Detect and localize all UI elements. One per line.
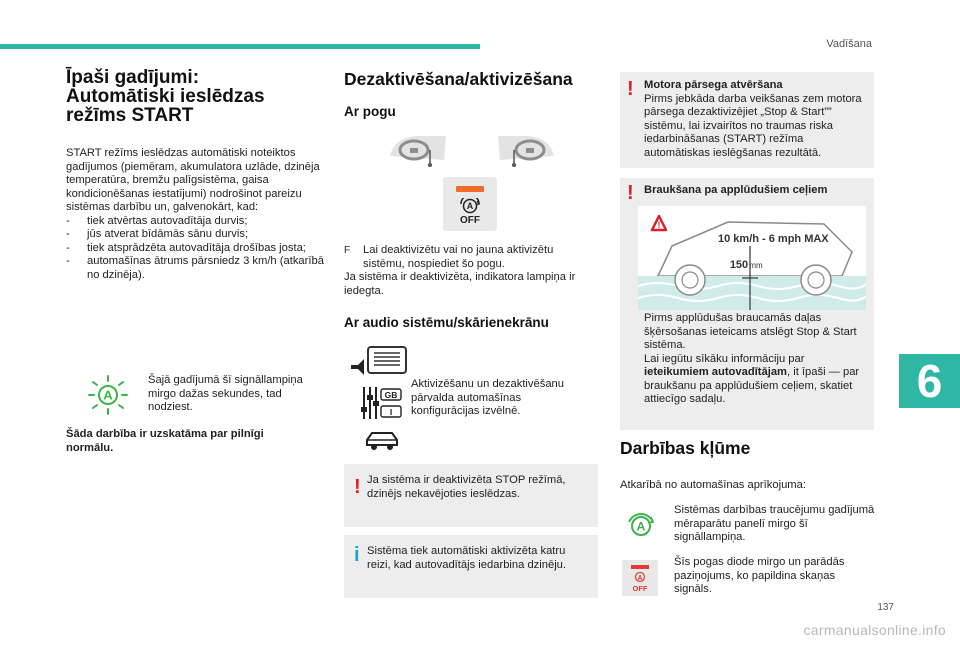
warning-icon: ! [354,476,361,498]
info-icon: i [354,544,360,566]
flooded-road-illustration [638,206,866,310]
car-config-icon [364,429,400,453]
fault-off-button-icon [622,560,658,596]
touchscreen-icon [350,345,410,377]
normal-behaviour-note: Šāda darbība ir uzskatāma par pilnīgi normālu. [66,428,264,454]
stop-mode-warning: ! Ja sistēma ir deaktivizēta STOP režīmā, dzinējs nekavējoties ieslēdzas. [344,464,598,527]
fault-button-text: Šīs pogas diode mirgo un parādās paziņojums, ko papildina skaņas signāls. [674,556,845,595]
svg-text:A: A [636,519,646,534]
flood-text: Pirms applūdušas braucamās daļas šķērsošanas ieteicams atslēgt Stop & Start sistēma. Lai iegūtu sīkāku informāciju par ieteikumiem autovadītājam, it īpaši — par braukšanu pa applūdušiem ceļiem, skatiet attiecīgo sadaļu. [644,312,860,405]
by-audio-heading: Ar audio sistēmu/skārienekrānu [344,315,549,330]
svg-text:A: A [103,387,113,403]
fault-off-label: OFF [632,584,648,593]
start-conditions [66,147,324,282]
indicator-note: Ja sistēma ir deaktivizēta, indikatora lampiņa ir iedegta. [344,271,576,297]
list-item: - automašīnas ātrums pārsniedz 3 km/h (atkarībā no dzinēja). [66,255,324,281]
svg-text:A: A [637,575,643,582]
orange-led-indicator [456,186,484,192]
svg-text:A: A [466,201,474,211]
list-item: - tiek atsprādzēta autovadītāja drošības josta; [66,241,306,254]
button-instructions: F Lai deaktivizētu vai no jauna aktivizētu sistēmu, nospiediet šo pogu. Ja sistēma ir deaktivizēta, indikatora lampiņa ir iedegta. [344,244,589,298]
auto-activation-info: i Sistēma tiek automātiski aktivizēta katru reizi, kad autovadītājs iedarbina dzinēju. [344,535,598,598]
flood-title: Braukšana pa applūdušiem ceļiem [644,184,828,196]
auto-start-a-icon [458,198,482,214]
watermark: carmanualsonline.info [803,622,946,638]
off-label: OFF [460,215,480,226]
chapter-tab: 6 [899,354,960,408]
i-label: I [389,407,393,417]
fault-lamp-text: Sistēmas darbības traucējumu gadījumā mēraparātu panelī mirgo šī signāllampiņa. [674,504,875,543]
deactivation-heading: Dezaktivēšana/aktivizēšana [344,69,573,89]
warning-icon: ! [627,78,634,100]
left-title [66,68,306,125]
start-intro-text: START režīms ieslēdzas automātiski noteiktos gadījumos (piemēram, akumulatora uzlāde, dzinēja temperatūra, bremžu palīgsistēma, gaisa kondicionēšanas iestatījumi) nodrošinot pareizu sistēmas darbību un, galvenokārt, kad: [66,147,320,213]
left-title-line-1: Īpaši gadījumi: [66,67,200,88]
warning-icon: ! [627,182,634,204]
audio-description: Aktivizēšanu un dezaktivēšanu pārvalda automašīnas konfigurācijas izvēlnē. [411,378,564,417]
flooded-roads-warning [620,178,874,430]
fault-lamp-icon [626,512,656,540]
stop-start-off-button[interactable] [443,177,497,231]
depth-unit: mm [749,261,763,270]
bonnet-text: Pirms jebkāda darba veikšanas zem motora pārsega dezaktivizējiet „Stop & Start”” sistēmu, lai izvairītos no traumas riska iedarbināšanas (START) režīma automātiskas ieslēgšanas rezultātā. [644,92,862,159]
list-item: - tiek atvērtas autovadītāja durvis; [66,214,248,227]
auto-start-lamp-icon [86,372,130,416]
arrow-icon: F [344,245,351,256]
list-item: - jūs atverat bīdāmās sānu durvis; [66,228,249,240]
dashboard-illustration [386,130,558,170]
left-title-line-2: Automātiski ieslēdzas [66,86,265,107]
header-accent-bar [0,44,480,49]
section-label: Vadīšana [826,38,872,50]
bonnet-warning [620,72,874,168]
gb-label: GB [384,390,398,400]
fault-heading: Darbības kļūme [620,438,751,458]
start-conditions-list [66,215,324,283]
svg-text:!: ! [657,220,661,230]
by-button-heading: Ar pogu [344,104,396,119]
left-title-line-3: režīms START [66,105,194,126]
fault-intro: Atkarībā no automašīnas aprīkojuma: [620,479,806,491]
speed-limit-label: 10 km/h - 6 mph MAX [718,233,829,245]
page-number: 137 [877,602,894,613]
bonnet-title: Motora pārsega atvēršana [644,79,783,91]
depth-value: 150 [729,259,749,271]
lamp-description: Šajā gadījumā šī signāllampiņa mirgo dažas sekundes, tad nodziest. [148,374,303,413]
settings-sliders-icon [358,385,404,421]
